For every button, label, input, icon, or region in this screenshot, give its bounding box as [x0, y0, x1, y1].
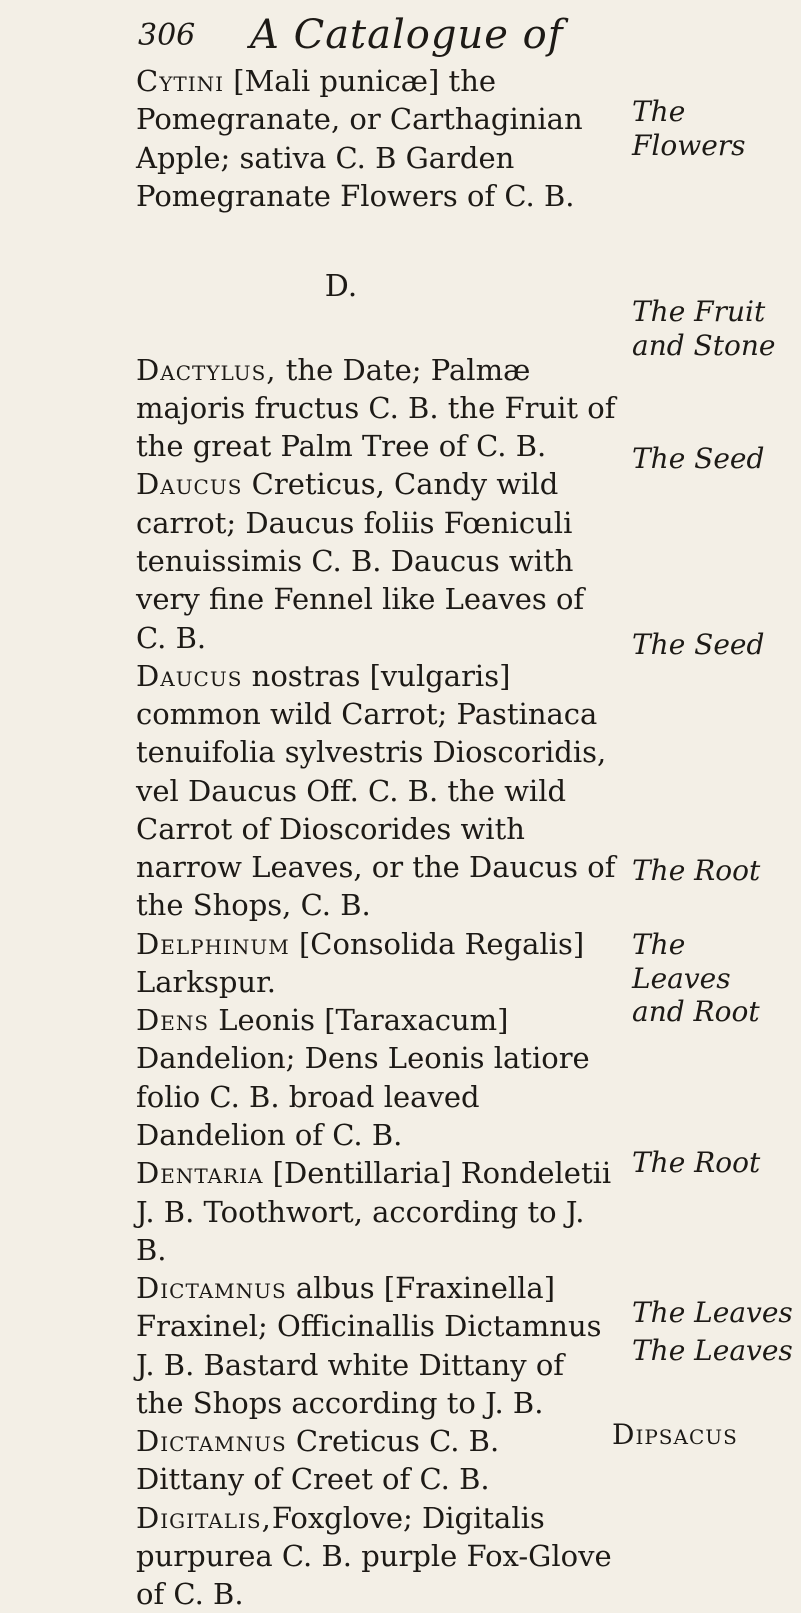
entry-text: Creticus, Candy wild carrot; Daucus foliis Fœniculi tenuissimis C. B. Daucus with very fine Fennel like Leaves of C. B.	[136, 467, 585, 655]
entry-headword: Delphinum	[136, 926, 290, 961]
entry-headword: Dictamnus	[136, 1424, 287, 1459]
margin-note: The Fruit and Stone	[632, 295, 776, 362]
entry-headword: Dactylus,	[136, 352, 277, 387]
entry-headword: Daucus	[136, 467, 243, 502]
entry-daucus-nostras	[136, 657, 616, 925]
entry-cytini	[136, 62, 616, 215]
entry-daucus-creticus	[136, 465, 616, 656]
entry-text: nostras [vulgaris] common wild Carrot; Pastinaca tenuifolia sylvestris Dioscoridis, vel Daucus Off. C. B. the wild Carrot of Dioscorides with narrow Leaves, or the Daucus of the Shops, C. B.	[136, 658, 616, 923]
entry-text: albus [Fraxinella] Fraxinel; Officinallis Dictamnus J. B. Bastard white Dittany of the Shops according to J. B.	[136, 1271, 602, 1420]
entry-text: the Date; Palmæ majoris fructus C. B. the Fruit of the great Palm Tree of C. B.	[136, 352, 616, 464]
margin-note: The Root	[632, 1146, 761, 1179]
entry-dactylus	[136, 351, 616, 466]
entry-delphinum	[136, 925, 616, 1002]
catalogue-body	[136, 62, 616, 1613]
entry-dictamnus-creticus	[136, 1422, 616, 1499]
entry-headword: Dentaria	[136, 1156, 264, 1191]
entry-headword: Cytini	[136, 64, 225, 98]
entry-dentaria	[136, 1154, 616, 1269]
entry-text: Leonis [Taraxacum] Dandelion; Dens Leonis latiore folio C. B. broad leaved Dandelion of C. B.	[136, 1003, 590, 1152]
entry-digitalis	[136, 1499, 616, 1613]
entry-text: [Dentillaria] Rondeletii J. B. Toothwort, according to J. B.	[136, 1156, 612, 1267]
margin-note: The Flowers	[632, 95, 746, 162]
entry-text: [Mali punicæ] the Pomegranate, or Carthaginian Apple; sativa C. B Garden Pomegranate Flowers of C. B.	[136, 64, 583, 213]
entry-text: Creticus C. B. Dittany of Creet of C. B.	[136, 1424, 500, 1497]
page-header	[138, 10, 658, 70]
margin-note: The Seed	[632, 628, 765, 661]
margin-note: The Root	[632, 854, 761, 887]
entry-dens-leonis	[136, 1001, 616, 1154]
margin-note: The Leaves	[632, 1334, 793, 1367]
entry-headword: Dens	[136, 1003, 210, 1038]
running-title: A Catalogue of	[250, 12, 564, 58]
catchword: Dipsacus	[612, 1418, 738, 1451]
entry-headword: Digitalis,	[136, 1500, 272, 1535]
margin-note: The Leaves	[632, 1296, 793, 1329]
entry-text: Foxglove; Digitalis purpurea C. B. purple Fox-Glove of C. B.	[136, 1500, 612, 1612]
entry-headword: Daucus	[136, 658, 243, 693]
margin-note: The Leaves and Root	[632, 928, 760, 1029]
entry-headword: Dictamnus	[136, 1271, 287, 1306]
entry-text: [Consolida Regalis] Larkspur.	[136, 926, 585, 999]
margin-note: The Seed	[632, 442, 765, 475]
entry-dictamnus-albus	[136, 1269, 616, 1422]
page-number: 306	[138, 18, 196, 53]
section-letter: D.	[324, 269, 358, 305]
